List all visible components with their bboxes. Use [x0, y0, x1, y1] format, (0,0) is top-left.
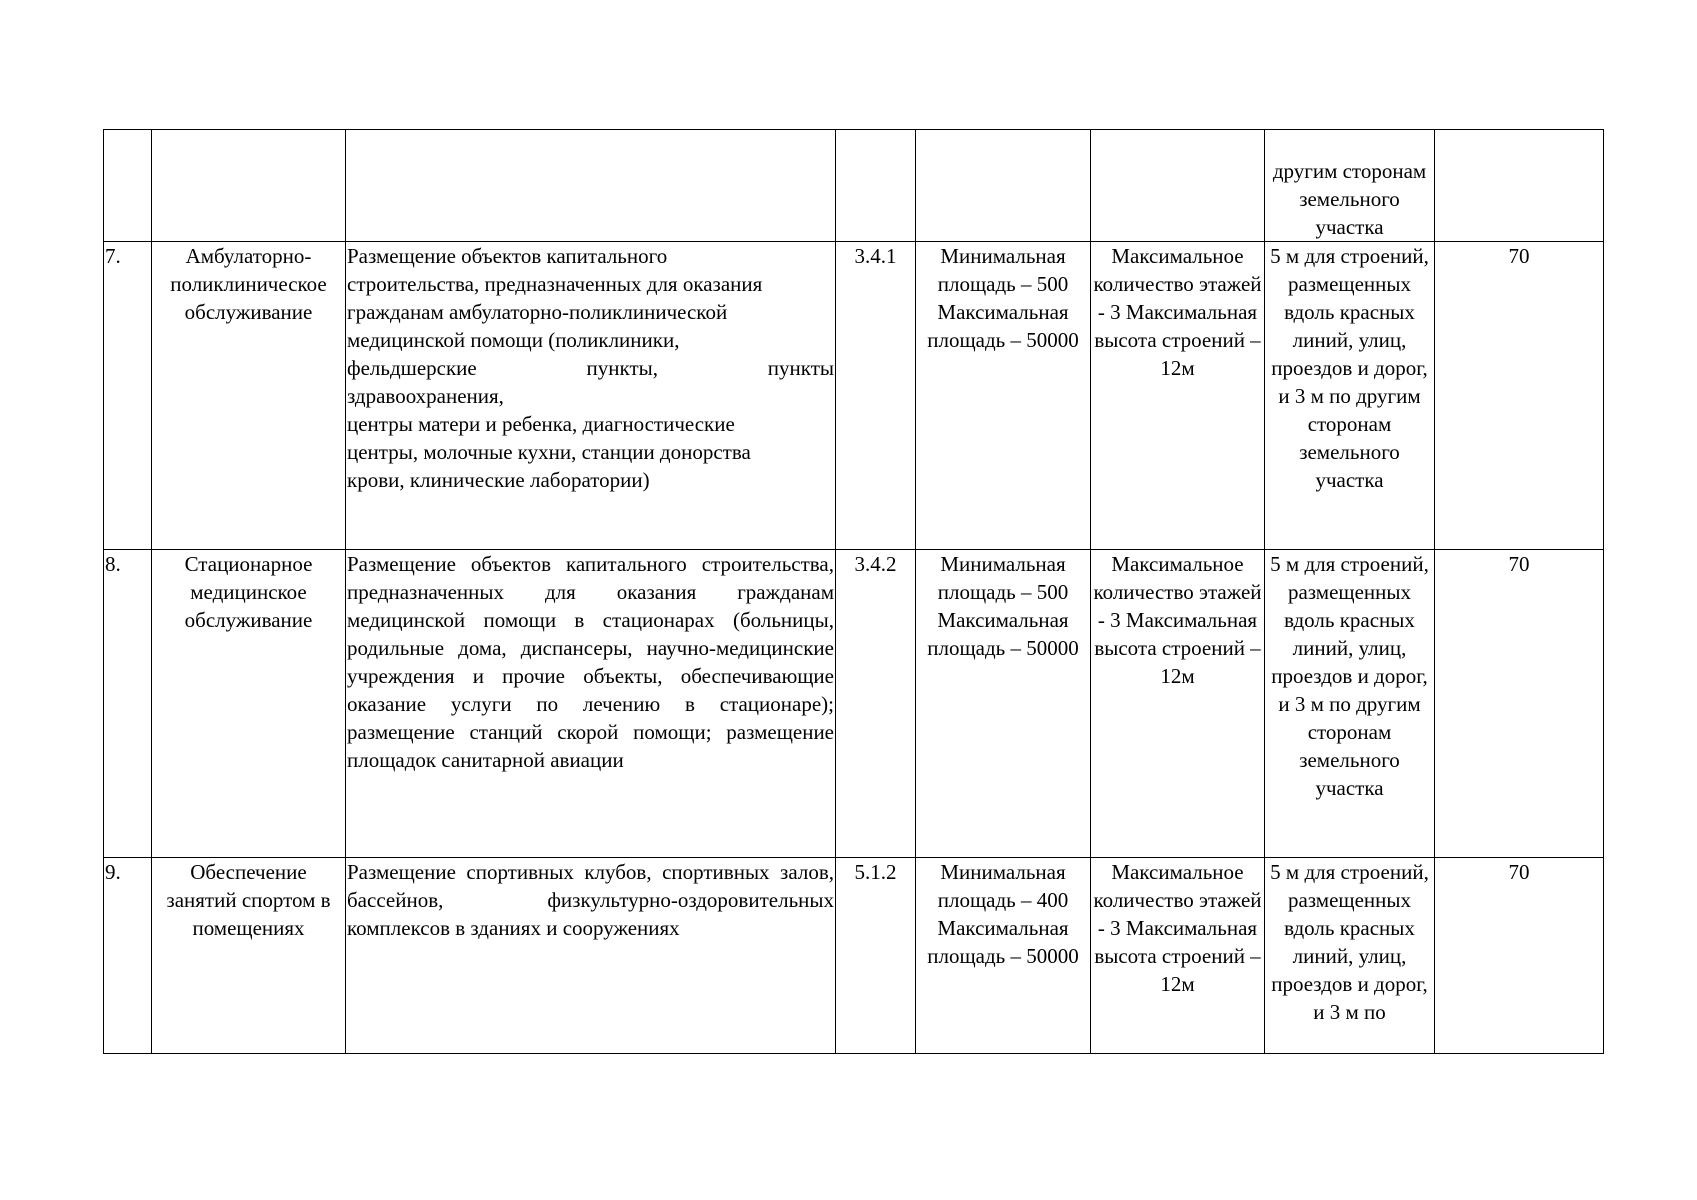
building-percent-cell: 70 — [1435, 242, 1604, 550]
use-description-cell — [346, 130, 836, 242]
use-name-cell: Стационарное медицинское обслуживание — [152, 550, 346, 858]
use-description-cell: Размещение объектов капитального строительства, предназначенных для оказания гражданам медицинской помощи в стационарах (больницы, родильные дома, диспансеры, научно-медицинские учреждения и прочие объекты, обеспечивающие оказание услуги по лечению в стационаре); размещение станций скорой помощи; размещение площадок санитарной авиации — [346, 550, 836, 858]
plot-area-cell — [916, 130, 1091, 242]
use-description-cell — [346, 242, 836, 550]
setback-text: другим сторонам земельного участка — [1272, 159, 1427, 239]
row-number-cell: 8. — [104, 550, 152, 858]
description-line: Размещение объектов капитального — [347, 244, 668, 268]
setback-cell: 5 м для строений, размещенных вдоль красных линий, улиц, проездов и дорог, и 3 м по — [1265, 858, 1435, 1054]
use-code-cell: 5.1.2 — [836, 858, 916, 1054]
setback-cell — [1265, 130, 1435, 242]
description-line: центры матери и ребенка, диагностические — [347, 412, 735, 436]
plot-area-cell: Минимальная площадь – 400 Максимальная площадь – 50000 — [916, 858, 1091, 1054]
description-line: здравоохранения, — [347, 384, 504, 408]
building-percent-cell — [1435, 130, 1604, 242]
use-name-cell — [152, 130, 346, 242]
floors-height-cell: Максимальное количество этажей - 3 Максимальная высота строений – 12м — [1091, 858, 1265, 1054]
description-line: строительства, предназначенных для оказания — [347, 272, 763, 296]
description-line: медицинской помощи (поликлиники, — [347, 328, 680, 352]
use-name-cell: Амбулаторно-поликлиническое обслуживание — [152, 242, 346, 550]
description-line: крови, клинические лаборатории) — [347, 468, 650, 492]
use-code-cell: 3.4.2 — [836, 550, 916, 858]
row-number-cell: 9. — [104, 858, 152, 1054]
row-number-cell — [104, 130, 152, 242]
description-line: гражданам амбулаторно-поликлинической — [347, 300, 728, 324]
floors-height-cell: Максимальное количество этажей - 3 Максимальная высота строений – 12м — [1091, 242, 1265, 550]
plot-area-cell: Минимальная площадь – 500 Максимальная площадь – 50000 — [916, 550, 1091, 858]
table-row — [104, 242, 1604, 550]
row-number-cell: 7. — [104, 242, 152, 550]
use-name-cell: Обеспечение занятий спортом в помещениях — [152, 858, 346, 1054]
table-row — [104, 550, 1604, 858]
use-description-cell: Размещение спортивных клубов, спортивных залов, бассейнов, физкультурно-оздоровительных комплексов в зданиях и сооружениях — [346, 858, 836, 1054]
use-code-cell: 3.4.1 — [836, 242, 916, 550]
floors-height-cell: Максимальное количество этажей - 3 Максимальная высота строений – 12м — [1091, 550, 1265, 858]
description-line: фельдшерские пункты, пункты — [347, 356, 834, 380]
plot-area-cell: Минимальная площадь – 500 Максимальная площадь – 50000 — [916, 242, 1091, 550]
table-row — [104, 858, 1604, 1054]
setback-cell: 5 м для строений, размещенных вдоль красных линий, улиц, проездов и дорог, и 3 м по другим сторонам земельного участка — [1265, 550, 1435, 858]
table-row — [104, 130, 1604, 242]
setback-cell: 5 м для строений, размещенных вдоль красных линий, улиц, проездов и дорог, и 3 м по другим сторонам земельного участка — [1265, 242, 1435, 550]
floors-height-cell — [1091, 130, 1265, 242]
building-percent-cell: 70 — [1435, 550, 1604, 858]
zoning-table — [103, 129, 1604, 1054]
description-line: центры, молочные кухни, станции донорства — [347, 440, 751, 464]
building-percent-cell: 70 — [1435, 858, 1604, 1054]
use-code-cell — [836, 130, 916, 242]
